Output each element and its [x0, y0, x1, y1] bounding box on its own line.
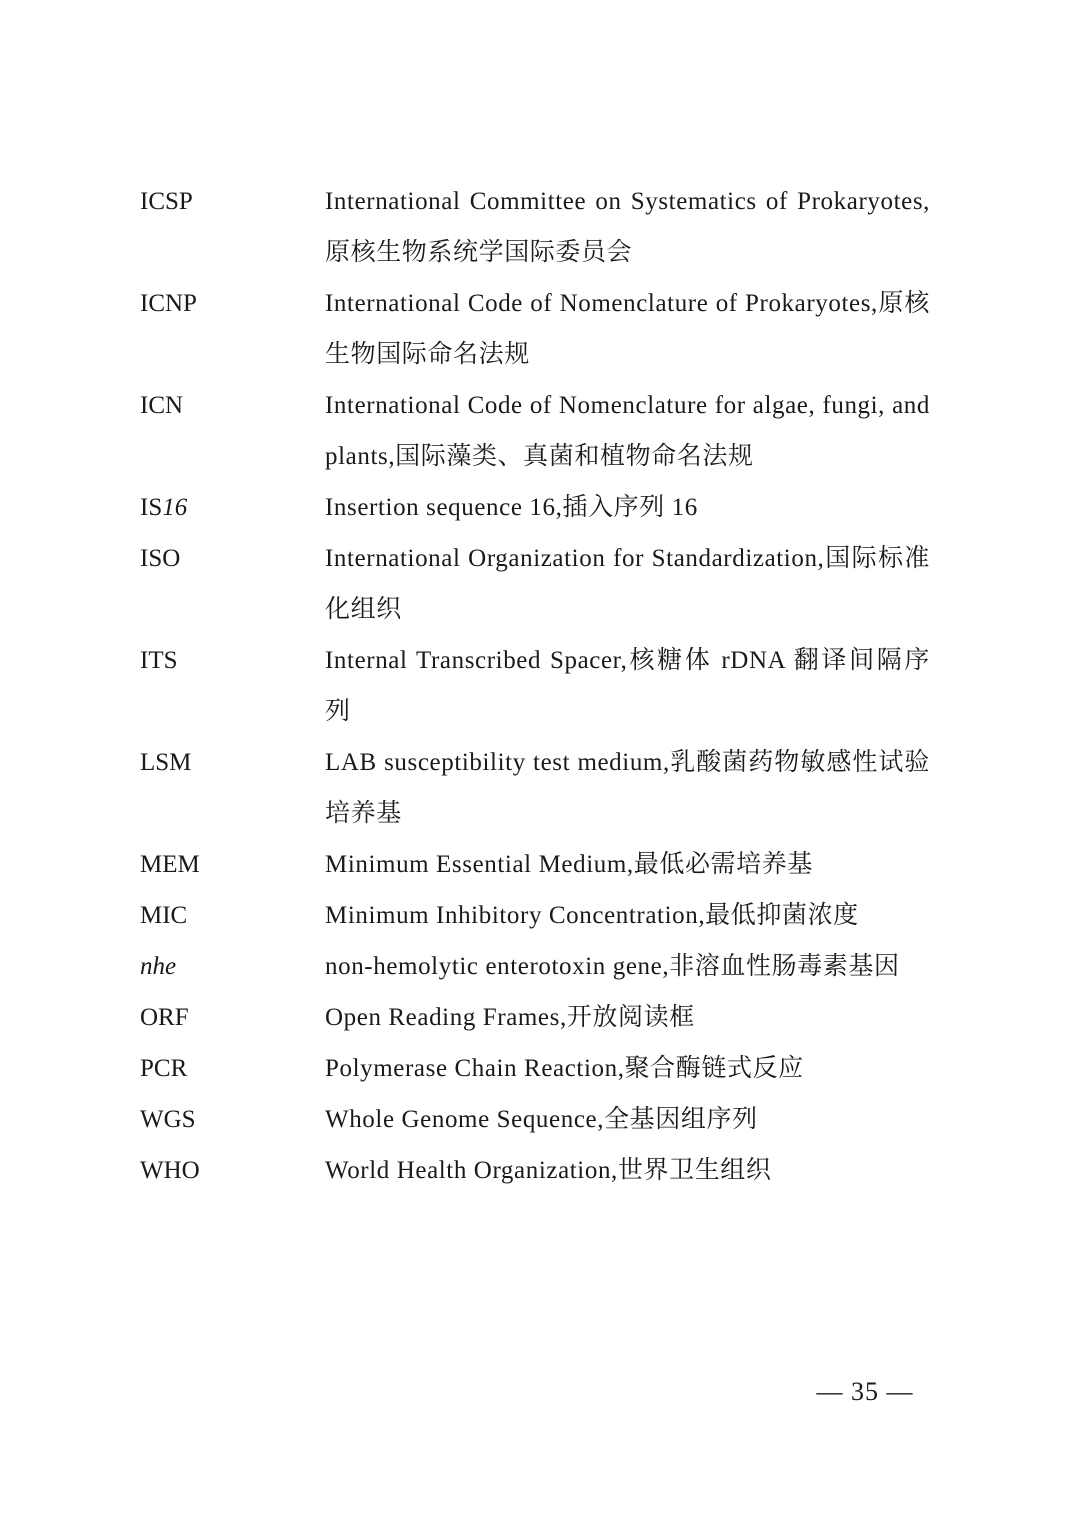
- abbreviation-entry: [140, 941, 930, 992]
- abbreviation-entry: [140, 635, 930, 737]
- abbreviation-term: ORF: [140, 1004, 189, 1031]
- abbreviation-term: ISO: [140, 545, 181, 572]
- abbreviation-definition: World Health Organization,世界卫生组织: [325, 1157, 772, 1184]
- abbreviation-entry: [140, 1043, 930, 1094]
- abbreviation-definition: non-hemolytic enterotoxin gene,非溶血性肠毒素基因: [325, 953, 900, 980]
- abbreviation-entry: [140, 278, 930, 380]
- abbreviation-term: MIC: [140, 902, 188, 929]
- abbreviation-entry: [140, 482, 930, 533]
- abbreviation-term: ICN: [140, 392, 184, 419]
- page-number: — 35 —: [816, 1377, 914, 1406]
- abbreviation-definition: Minimum Essential Medium,最低必需培养基: [325, 851, 813, 878]
- abbreviation-definition: Minimum Inhibitory Concentration,最低抑菌浓度: [325, 902, 859, 929]
- abbreviation-term-italic-suffix: 16: [162, 494, 188, 521]
- abbreviation-entry: [140, 737, 930, 839]
- abbreviation-term: [140, 482, 325, 533]
- abbreviation-term: nhe: [140, 953, 177, 980]
- abbreviation-term: ICNP: [140, 290, 197, 317]
- abbreviation-entry: [140, 1145, 930, 1196]
- abbreviation-definition: Internal Transcribed Spacer,核糖体 rDNA 翻译间隔序列: [325, 647, 930, 725]
- abbreviation-entry: [140, 839, 930, 890]
- abbreviation-list: [140, 176, 930, 1196]
- abbreviation-definition: International Committee on Systematics of Prokaryotes,原核生物系统学国际委员会: [325, 188, 930, 266]
- abbreviation-definition: International Code of Nomenclature for algae, fungi, and plants,国际藻类、真菌和植物命名法规: [325, 392, 930, 470]
- abbreviation-entry: [140, 1094, 930, 1145]
- abbreviation-term: WGS: [140, 1106, 196, 1133]
- abbreviation-definition: Whole Genome Sequence,全基因组序列: [325, 1106, 758, 1133]
- abbreviation-term: ICSP: [140, 188, 193, 215]
- abbreviation-definition: International Organization for Standardization,国际标准化组织: [325, 545, 930, 623]
- abbreviation-term: WHO: [140, 1157, 200, 1184]
- abbreviation-term-prefix: IS: [140, 494, 163, 521]
- abbreviation-term: MEM: [140, 851, 200, 878]
- abbreviation-definition: LAB susceptibility test medium,乳酸菌药物敏感性试验培养基: [325, 749, 930, 827]
- abbreviation-entry: [140, 176, 930, 278]
- abbreviation-entry: [140, 992, 930, 1043]
- abbreviation-entry: [140, 890, 930, 941]
- abbreviation-term: PCR: [140, 1055, 188, 1082]
- abbreviation-definition: Open Reading Frames,开放阅读框: [325, 1004, 695, 1031]
- abbreviation-definition: Polymerase Chain Reaction,聚合酶链式反应: [325, 1055, 804, 1082]
- abbreviation-term: ITS: [140, 647, 178, 674]
- abbreviation-entry: [140, 533, 930, 635]
- abbreviation-definition: International Code of Nomenclature of Prokaryotes,原核生物国际命名法规: [325, 290, 930, 368]
- abbreviation-entry: [140, 380, 930, 482]
- abbreviation-term: LSM: [140, 749, 192, 776]
- abbreviation-definition: Insertion sequence 16,插入序列 16: [325, 494, 698, 521]
